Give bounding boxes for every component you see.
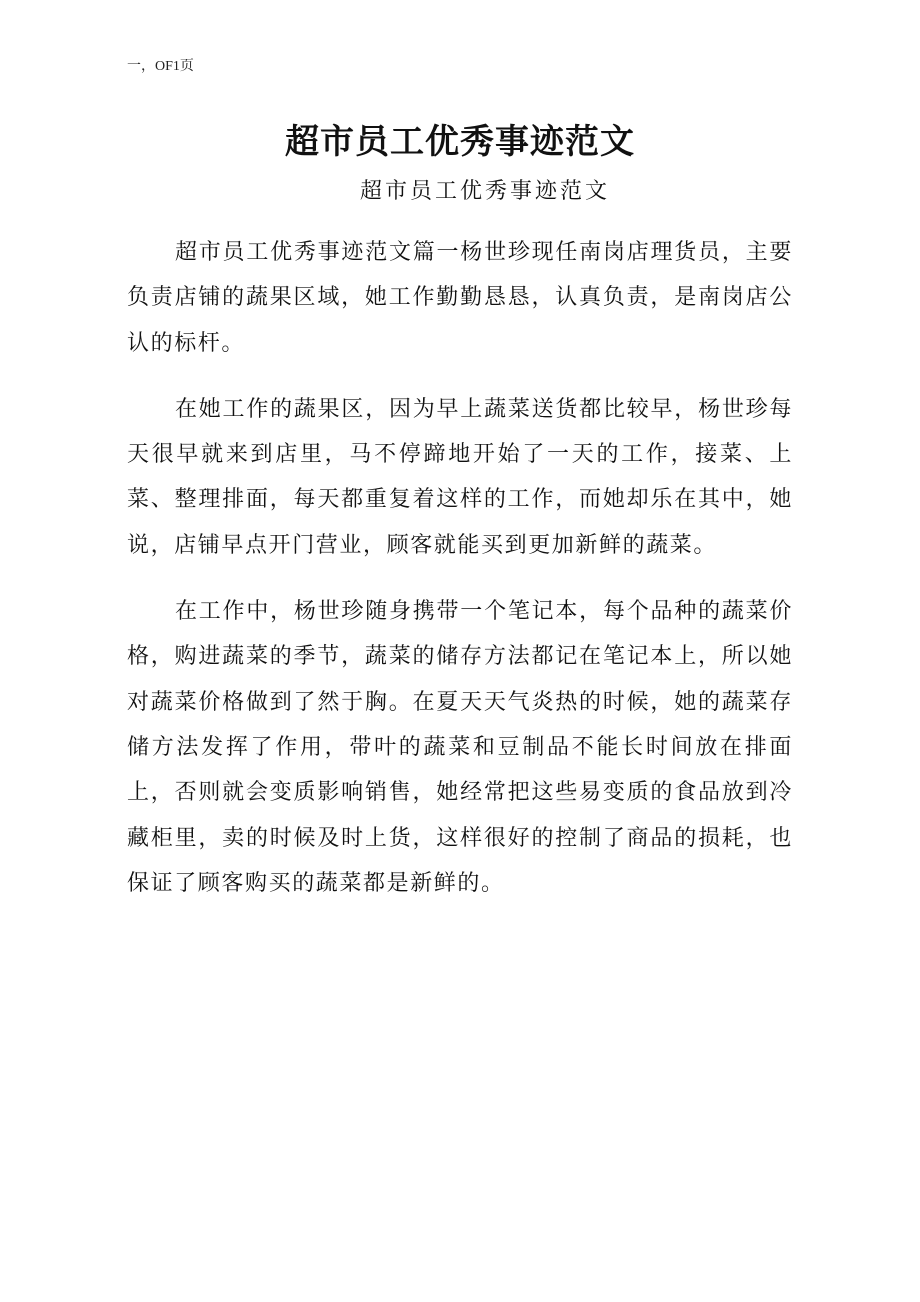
body-paragraph-3: 在工作中，杨世珍随身携带一个笔记本，每个品种的蔬菜价格，购进蔬菜的季节，蔬菜的储存方法都记在笔记本上，所以她对蔬菜价格做到了然于胸。在夏天天气炎热的时候，她的蔬菜存储方法发挥了作用，带叶的蔬菜和豆制品不能长时间放在排面上，否则就会变质影响销售，她经常把这些易变质的食品放到冷藏柜里，卖的时候及时上货，这样很好的控制了商品的损耗，也保证了顾客购买的蔬菜都是新鲜的。 [127,599,793,896]
document-body [127,230,793,927]
body-paragraph-2: 在她工作的蔬果区，因为早上蔬菜送货都比较早，杨世珍每天很早就来到店里，马不停蹄地开始了一天的工作，接菜、上菜、整理排面，每天都重复着这样的工作，而她却乐在其中，她说，店铺早点开门营业，顾客就能买到更加新鲜的蔬菜。 [127,396,793,558]
body-paragraph-1: 超市员工优秀事迹范文篇一杨世珍现任南岗店理货员，主要负责店铺的蔬果区域，她工作勤勤恳恳，认真负责，是南岗店公认的标杆。 [127,240,793,356]
page-header-label: 一，OF1页 [127,59,194,74]
document-subtitle: 超市员工优秀事迹范文 [359,179,610,204]
document-title: 超市员工优秀事迹范文 [285,122,635,162]
